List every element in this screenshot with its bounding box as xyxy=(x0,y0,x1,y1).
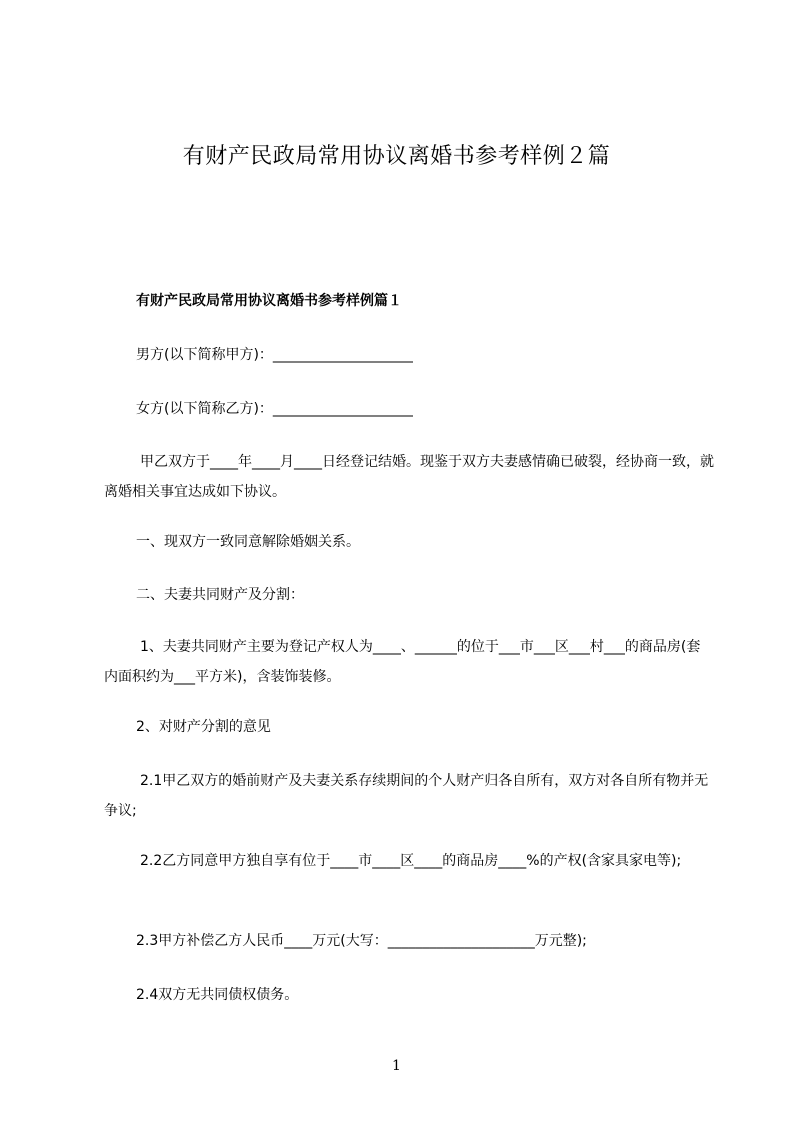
clause-2-line: 二、夫妻共同财产及分割： xyxy=(136,587,304,603)
page-number: 1 xyxy=(392,1058,401,1074)
item-1-paragraph: 1、夫妻共同财产主要为登记产权人为____、______的位于___市___区___村___的商品房(套内面积约为___平方米)，含装饰装修。 xyxy=(104,639,701,685)
item-2-3-line: 2.3甲方补偿乙方人民币____万元(大写：_____________________万元整); xyxy=(136,933,587,949)
male-party-line: 男方(以下简称甲方)：____________________ xyxy=(136,347,413,363)
marriage-statement-paragraph: 甲乙双方于____年____月____日经登记结婚。现鉴于双方夫妻感情确已破裂，经协商一致，就离婚相关事宜达成如下协议。 xyxy=(104,454,714,500)
item-2-2-paragraph: 2.2乙方同意甲方独自享有位于____市____区____的商品房____%的产权(含家具家电等); xyxy=(140,853,682,869)
item-2-1-paragraph: 2.1甲乙双方的婚前财产及夫妻关系存续期间的个人财产归各自所有，双方对各自所有物并无争议; xyxy=(104,773,709,819)
item-2-line: 2、对财产分割的意见 xyxy=(136,719,271,735)
section-heading: 有财产民政局常用协议离婚书参考样例篇１ xyxy=(136,293,402,309)
item-2-4-line: 2.4双方无共同债权债务。 xyxy=(136,987,299,1003)
document-title: 有财产民政局常用协议离婚书参考样例２篇 xyxy=(182,144,611,169)
female-party-line: 女方(以下简称乙方)：____________________ xyxy=(136,401,413,417)
clause-1-line: 一、现双方一致同意解除婚姻关系。 xyxy=(136,534,360,550)
